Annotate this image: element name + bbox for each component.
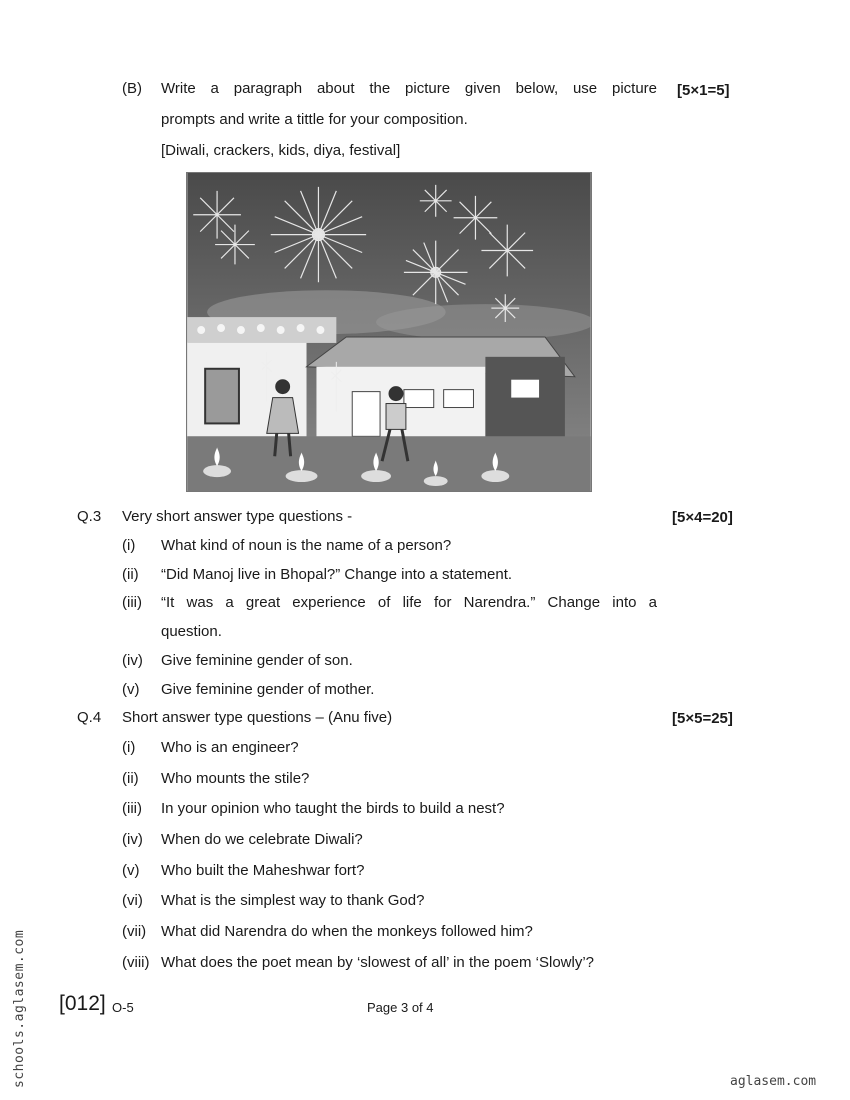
q3-item-text: Give feminine gender of mother. xyxy=(161,681,375,698)
q3-item-number: (iii) xyxy=(122,594,142,611)
q4-item-number: (vii) xyxy=(122,923,147,940)
q4-item-number: (iv) xyxy=(122,831,143,848)
q4-item-text: What is the simplest way to thank God? xyxy=(161,892,425,909)
q4-heading: Short answer type questions – (Anu five) xyxy=(122,709,393,726)
q4-item-text: In your opinion who taught the birds to build a nest? xyxy=(161,800,505,817)
q3-item-text: “Did Manoj live in Bhopal?” Change into a statement. xyxy=(161,566,513,583)
corner-watermark: aglasem.com xyxy=(730,1074,817,1089)
page-number: Page 3 of 4 xyxy=(367,1000,434,1015)
q3-item-number: (iv) xyxy=(122,652,143,669)
q3-item-number: (v) xyxy=(122,681,140,698)
side-watermark: schools.aglasem.com xyxy=(12,929,27,1088)
section-b-label: (B) xyxy=(122,80,142,97)
q3-item-number: (ii) xyxy=(122,566,139,583)
q4-item-number: (iii) xyxy=(122,800,142,817)
q3-item-number: (i) xyxy=(122,537,136,554)
q3-item-text-continued: question. xyxy=(161,623,222,640)
q4-item-text: Who mounts the stile? xyxy=(161,770,310,787)
q4-item-number: (viii) xyxy=(122,954,150,971)
q3-item-text: Give feminine gender of son. xyxy=(161,652,353,669)
q4-item-number: (i) xyxy=(122,739,136,756)
q4-number: Q.4 xyxy=(77,709,102,726)
q4-item-text: Who built the Maheshwar fort? xyxy=(161,862,365,879)
diwali-scene-image xyxy=(186,172,592,492)
q4-item-number: (vi) xyxy=(122,892,143,909)
paper-code: [012] xyxy=(59,992,106,1015)
section-b-marks: [5×1=5] xyxy=(677,82,730,99)
q4-item-number: (ii) xyxy=(122,770,139,787)
q3-marks: [5×4=20] xyxy=(672,509,733,526)
q4-item-text: When do we celebrate Diwali? xyxy=(161,831,363,848)
smoke-cloud xyxy=(376,304,592,340)
q4-item-text: What did Narendra do when the monkeys followed him? xyxy=(161,923,533,940)
q4-item-number: (v) xyxy=(122,862,140,879)
q3-item-text: What kind of noun is the name of a person? xyxy=(161,537,452,554)
section-b-line2: prompts and write a tittle for your composition. xyxy=(161,111,468,128)
q4-marks: [5×5=25] xyxy=(672,710,733,727)
q4-item-text: What does the poet mean by ‘slowest of all’ in the poem ‘Slowly’? xyxy=(161,954,595,971)
q3-item-text: “It was a great experience of life for Narendra.” Change into a xyxy=(161,594,657,611)
house-door xyxy=(205,369,239,424)
q3-heading: Very short answer type questions - xyxy=(122,508,353,525)
ground xyxy=(187,436,590,491)
q3-number: Q.3 xyxy=(77,508,102,525)
section-b-line1: Write a paragraph about the picture given below, use picture xyxy=(161,80,657,97)
section-b-prompts: [Diwali, crackers, kids, diya, festival] xyxy=(161,142,401,159)
paper-set: O-5 xyxy=(112,1000,134,1015)
q4-item-text: Who is an engineer? xyxy=(161,739,299,756)
